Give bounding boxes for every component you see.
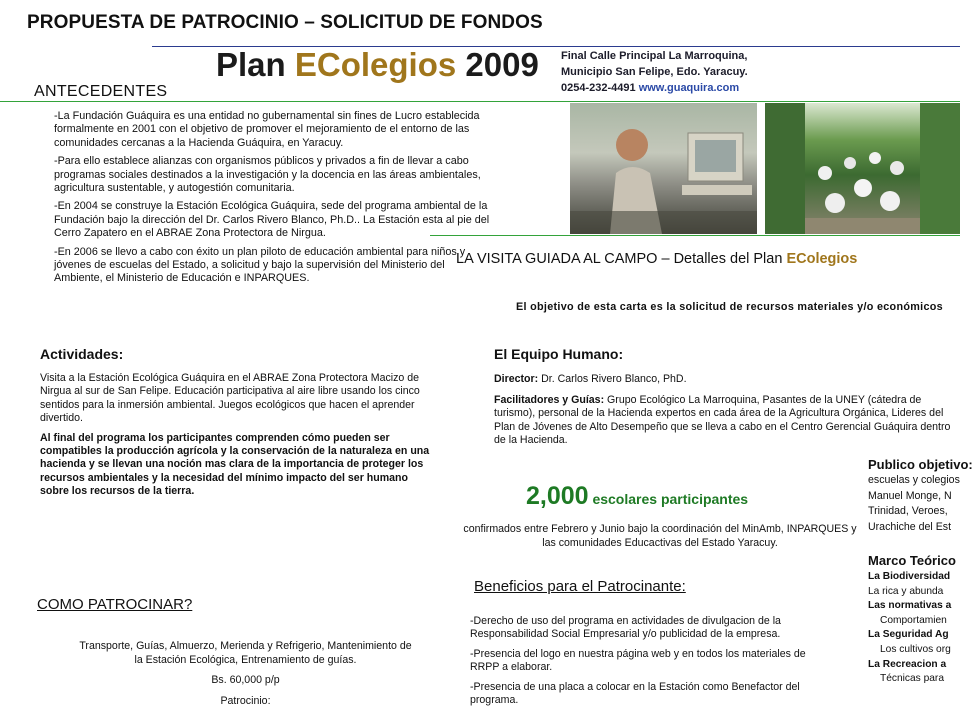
objetivo-text: El objetivo de esta carta es la solicitud de recursos materiales y/o económicos bbox=[516, 301, 943, 313]
actividades-conclusion: Al final del programa los participantes comprenden cómo pueden ser compatibles la producción agrícola y la conservación de la naturaleza en una hacienda y se llevan una noción mas clara de la importancia de proteger los recursos ambientales y la necesidad del mínimo impacto del ser humano sobre los recursos de la tierra. bbox=[40, 431, 430, 498]
document-title: PROPUESTA DE PATROCINIO – SOLICITUD DE FONDOS bbox=[27, 12, 543, 33]
como-description: Transporte, Guías, Almuerzo, Merienda y Refrigerio, Mantenimiento de la Estación Ecológica, Entrenamiento de guías. bbox=[79, 640, 412, 667]
equipo-director-label: Director: bbox=[494, 373, 539, 385]
visita-heading-prefix: LA VISITA GUIADA AL CAMPO – Detalles del Plan bbox=[456, 251, 787, 267]
plan-title-accent: EColegios bbox=[294, 46, 457, 83]
plan-title-year: 2009 bbox=[456, 46, 539, 83]
publico-line: Trinidad, Veroes, bbox=[868, 505, 948, 518]
divider-middle bbox=[430, 235, 960, 236]
plan-title-prefix: Plan bbox=[216, 46, 295, 83]
equipo-text bbox=[494, 373, 964, 455]
equipo-director-value: Dr. Carlos Rivero Blanco, PhD. bbox=[538, 373, 687, 385]
marco-line: La Recreacion a bbox=[868, 658, 947, 670]
equipo-facilitadores-value: Grupo Ecológico La Marroquina, Pasantes de la UNEY (cátedra de turismo), personal de la Hacienda expertos en cada área de la Agricultura Orgánica, Lideres del Plan de Jóvenes de Alto Desempeño que se lleva a cabo en el Centro Gerencial Guáquira dentro de la Hacienda. bbox=[494, 393, 951, 446]
beneficio-item: -Derecho de uso del programa en actividades de divulgacion de la Responsabilidad Social Empresarial y/o publicidad de la empresa. bbox=[470, 615, 781, 641]
marco-line: La rica y abunda bbox=[868, 585, 944, 597]
como-price: Bs. 60,000 p/p bbox=[211, 674, 280, 687]
antecedentes-paragraph: -En 2006 se llevo a cabo con éxito un plan piloto de educación ambiental para niños y jóvenes de escuelas del Estado, a solicitud y bajo la supervisión del Ministerio del Ambiente, el Ministerio de Educación e INPARQUES. bbox=[54, 245, 466, 285]
equipo-heading: El Equipo Humano: bbox=[494, 346, 624, 362]
beneficios-heading: Beneficios para el Patrocinante: bbox=[474, 578, 686, 595]
contact-phone-web bbox=[561, 80, 748, 96]
photo-students-illustration bbox=[765, 103, 960, 234]
contact-address-line1: Final Calle Principal La Marroquina, bbox=[561, 50, 748, 62]
equipo-facilitadores-label: Facilitadores y Guías: bbox=[494, 393, 605, 406]
antecedentes-paragraph: -La Fundación Guáquira es una entidad no gubernamental sin fines de Lucro establecida formalmente en 2001 con el objetivo de promover el mejoramiento de el entorno de las comunidades cercanas a la Hacienda Guáquira, en Yaracuy. bbox=[54, 110, 480, 149]
photo-students-walking bbox=[765, 103, 960, 234]
participantes-number: 2,000 bbox=[526, 482, 589, 510]
publico-line: Manuel Monge, N bbox=[868, 489, 952, 502]
actividades-text bbox=[40, 372, 430, 505]
como-patrocinar-text bbox=[78, 639, 413, 714]
publico-line: escuelas y colegios bbox=[868, 474, 960, 486]
participantes-count bbox=[526, 482, 748, 511]
actividades-heading: Actividades: bbox=[40, 346, 124, 362]
beneficios-list bbox=[470, 615, 832, 713]
antecedentes-heading: ANTECEDENTES bbox=[34, 83, 168, 100]
plan-title bbox=[216, 46, 539, 84]
equipo-director bbox=[494, 373, 964, 387]
marco-line: Los cultivos org bbox=[880, 643, 951, 655]
marco-line: La Seguridad Ag bbox=[868, 629, 949, 641]
antecedentes-text bbox=[54, 110, 490, 291]
publico-heading: Publico objetivo: bbox=[868, 457, 973, 472]
antecedentes-paragraph: -En 2004 se construye la Estación Ecológica Guáquira, sede del programa ambiental de la Fundación bajo la dirección del Dr. Carlos Rivero Blanco, Ph.D.. La Estación esta al pie del Cerro Zapatero en el ABRAE Zona Protectora de Nirgua. bbox=[54, 200, 490, 240]
contact-address-line2: Municipio San Felipe, Edo. Yaracuy. bbox=[561, 66, 748, 78]
contact-block bbox=[561, 48, 748, 96]
como-next: Patrocinio: bbox=[220, 694, 271, 707]
participantes-confirm: confirmados entre Febrero y Junio bajo la coordinación del MinAmb, INPARQUES y las comunidades Educactivas del Estado Yaracuy. bbox=[463, 523, 857, 549]
photo-director-illustration bbox=[570, 103, 757, 234]
beneficio-item: -Presencia del logo en nuestra página web y en todos los materiales de RRPP a elaborar. bbox=[470, 647, 806, 674]
marco-line: Las normativas a bbox=[868, 600, 952, 612]
contact-website-link[interactable]: www.guaquira.com bbox=[638, 82, 740, 94]
participantes-label: escolares participantes bbox=[588, 491, 749, 507]
photo-director-computer bbox=[570, 103, 757, 234]
beneficio-item: -Presencia de una placa a colocar en la Estación como Benefactor del programa. bbox=[470, 680, 800, 707]
actividades-paragraph: Visita a la Estación Ecológica Guáquira en el ABRAE Zona Protectora Macizo de Nirgua al sur de San Felipe. Educación participativa al aire libre usando los cinco sentidos para la inmersión ambiental. Juegos ecológicos que hacen el aprender divertido. bbox=[40, 372, 420, 425]
marco-list bbox=[868, 570, 951, 687]
como-patrocinar-heading: COMO PATROCINAR? bbox=[37, 596, 193, 613]
divider-top bbox=[0, 101, 960, 102]
contact-phone: 0254-232-4491 bbox=[561, 82, 639, 94]
equipo-facilitadores bbox=[494, 394, 964, 448]
visita-heading-accent: EColegios bbox=[786, 251, 858, 267]
marco-line: Técnicas para bbox=[880, 673, 944, 685]
marco-line: Comportamien bbox=[880, 614, 947, 626]
marco-line: La Biodiversidad bbox=[868, 571, 951, 582]
antecedentes-paragraph: -Para ello establece alianzas con organismos públicos y privados a fin de llevar a cabo programas sociales destinados a la investigación y la docencia en las áreas ambientales, agricultura sustentable, y autogestión comunitaria. bbox=[54, 155, 481, 195]
publico-line: Urachiche del Est bbox=[868, 520, 952, 533]
visita-heading bbox=[456, 251, 857, 267]
marco-heading: Marco Teórico bbox=[868, 553, 956, 568]
publico-list bbox=[868, 473, 960, 535]
